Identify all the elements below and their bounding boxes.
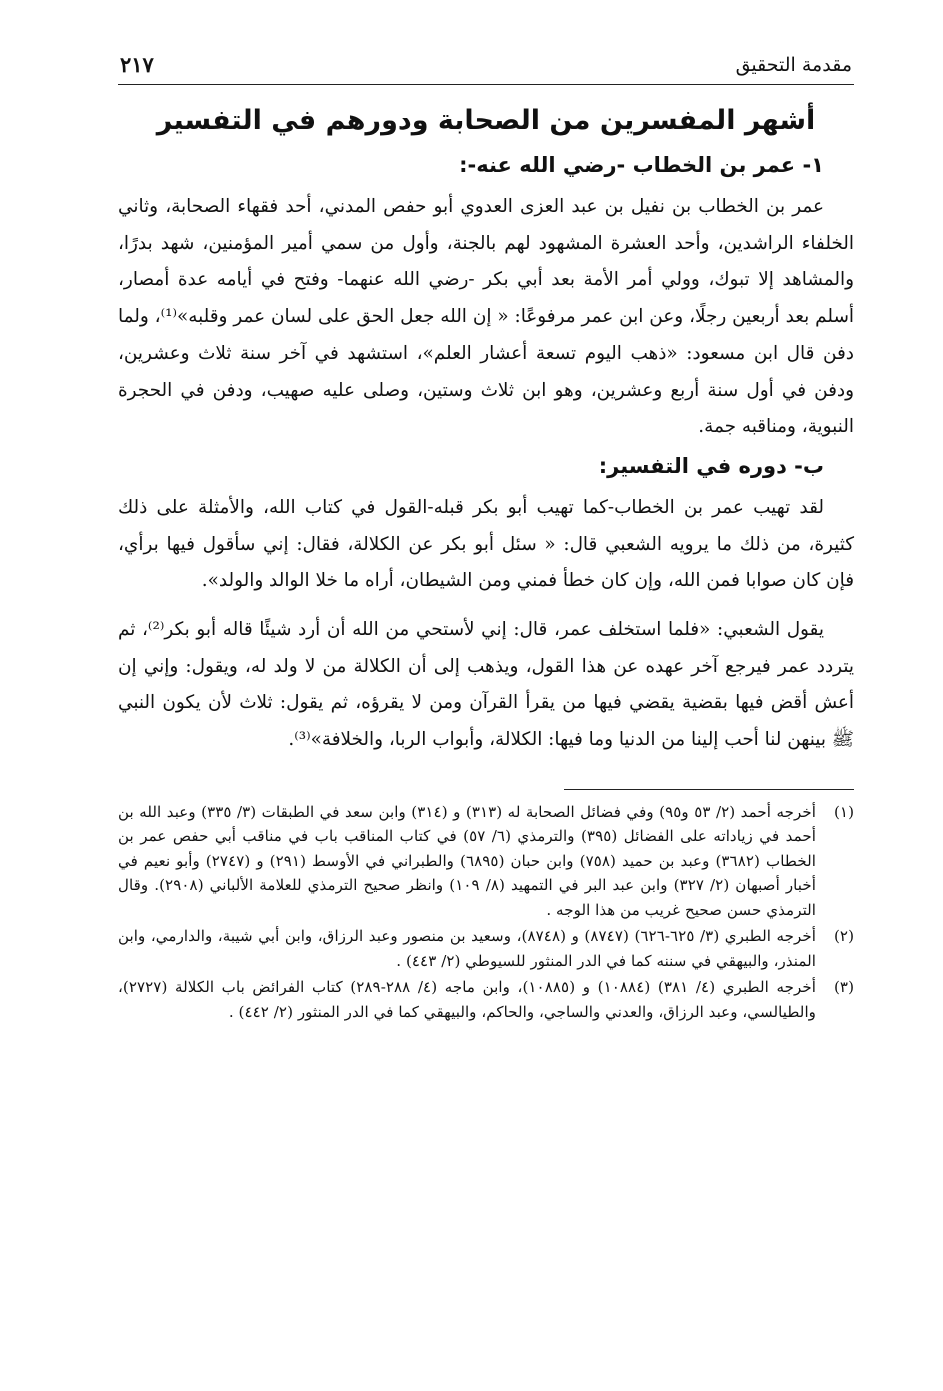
footnote-number: (١)	[833, 802, 854, 821]
footnote	[118, 924, 854, 973]
footnote-text: أخرجه الطبري (٤/ ٣٨١) (١٠٨٨٤) و (١٠٨٨٥)، وابن ماجه (٤/ ٢٨٨-٢٨٩) كتاب الفرائض باب الكلالة (٢٧٢٧)، والطيالسي، وعبد الرزاق، والعدني والساجي، والحاكم، والبيهقي كما في الدر المنثور (٢/ ٤٤٢) .	[118, 978, 816, 1021]
footnote-text: أخرجه أحمد (٢/ ٥٣ و٩٥) وفي فضائل الصحابة له (٣١٣) و (٣١٤) وابن سعد في الطبقات (٣/ ٣٣٥) وعبد الله بن أحمد في زياداته على الفضائل (٣٩٥) والترمذي (٦/ ٥٧) في كتاب المناقب باب في مناقب أبي حفص عمر بن الخطاب (٣٦٨٢) وعبد بن حميد (٧٥٨) وابن حبان (٦٨٩٥) والطبراني في الأوسط (٢٩١) و (٢٧٤٧) وأبو نعيم في أخبار أصبهان (٢/ ٣٢٧) وابن عبد البر في التمهيد (٨/ ١٠٩) وانظر صحيح الترمذي للعلامة الألباني (٢٩٠٨). وقال الترمذي حسن صحيح غريب من هذا الوجه .	[118, 802, 816, 919]
running-header	[118, 52, 854, 85]
shabi-paragraph: يقول الشعبي: «فلما استخلف عمر، قال: إني لأستحي من الله أن أرد شيئًا قاله أبو بكر⁽²⁾، ثم يتردد عمر فيرجع آخر عهده عن هذا القول، ويذهب إلى أن الكلالة من لا ولد له، ويقول: وإني إن أعش أقض فيها بقضية يقضي فيها من يقرأ القرآن ومن لا يقرؤه، ثم يقول: ثلاث لأن يكون النبي ﷺ بينهن لنا أحب إلينا من الدنيا وما فيها: الكلالة، وأبواب الربا، والخلافة»⁽³⁾.	[118, 619, 854, 751]
subheading-tafsir-role: ب- دوره في التفسير:	[598, 453, 824, 478]
footnote	[118, 800, 854, 923]
running-title: مقدمة التحقيق	[735, 54, 852, 76]
footnote-text: أخرجه الطبري (٣/ ٦٢٥-٦٢٦) (٨٧٤٧) و (٨٧٤٨)، وسعيد بن منصور وعبد الرزاق، وابن أبي شيبة، والدارمي، وابن المنذر، والبيهقي في سننه كما في الدر المنثور للسيوطي (٢/ ٤٤٣) .	[118, 927, 816, 970]
footnote-separator	[564, 789, 854, 790]
tafsir-paragraph: لقد تهيب عمر بن الخطاب-كما تهيب أبو بكر قبله-القول في كتاب الله، والأمثلة على ذلك كثيرة، من ذلك ما يرويه الشعبي قال: « سئل أبو بكر عن الكلالة، فقال: إني سأقول فيها برأي، فإن كان صوابا فمن الله، وإن كان خطأ فمني ومن الشيطان، أراه ما خلا الوالد والولد».	[118, 496, 854, 592]
footnotes	[118, 800, 854, 1025]
page-number: ٢١٧	[120, 52, 154, 77]
footnote-number: (٣)	[833, 978, 854, 997]
book-page	[118, 52, 854, 1026]
section-title: أشهر المفسرين من الصحابة ودورهم في التفسير	[156, 105, 816, 136]
biography-paragraph: عمر بن الخطاب بن نفيل بن عبد العزى العدوي أبو حفص المدني، أحد فقهاء الصحابة، وثاني الخلفاء الراشدين، وأحد العشرة المشهود لهم بالجنة، وأول من سمي أمير المؤمنين، شهد بدرًا، والمشاهد إلا تبوك، وولي أمر الأمة بعد أبي بكر -رضي الله عنهما- وفتح في أيامه عدة أمصار، أسلم بعد أربعين رجلًا، وعن ابن عمر مرفوعًا: « إن الله جعل الحق على لسان عمر وقلبه»⁽¹⁾، ولما دفن قال ابن مسعود: «ذهب اليوم تسعة أعشار العلم»، استشهد في آخر سنة ثلاث وعشرين، ودفن في أول سنة أربع وعشرين، وهو ابن ثلاث وستين، وصلى عليه صهيب، ودفن في الحجرة النبوية، ومناقبه جمة.	[118, 196, 854, 438]
footnote	[118, 975, 854, 1024]
footnote-number: (٢)	[833, 927, 854, 946]
subheading-umar: ١- عمر بن الخطاب -رضي الله عنه-:	[459, 153, 824, 177]
